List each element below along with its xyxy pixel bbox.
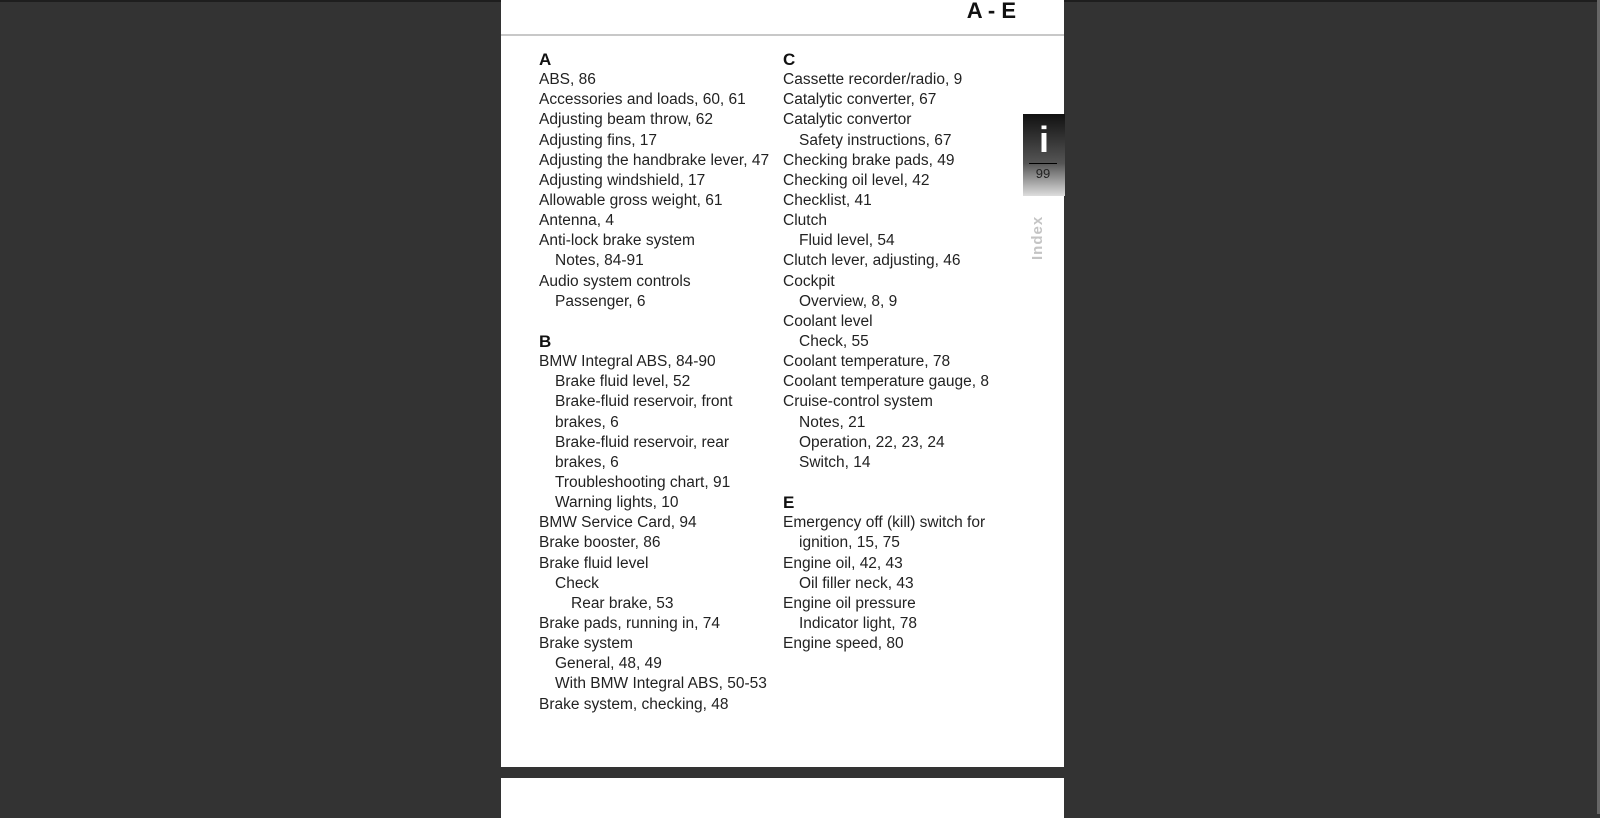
index-entry: Brake-fluid reservoir, front (555, 393, 733, 411)
index-entry: Adjusting fins, 17 (539, 131, 658, 149)
index-entry: Catalytic converter, 67 (783, 91, 937, 109)
index-entry: BMW Integral ABS, 84-90 (539, 353, 716, 371)
index-entry: Coolant temperature, 78 (783, 353, 951, 371)
index-entry: General, 48, 49 (555, 655, 662, 673)
index-entry: Accessories and loads, 60, 61 (539, 91, 746, 109)
index-entry: Check, 55 (799, 332, 869, 350)
index-entry: Operation, 22, 23, 24 (799, 433, 945, 451)
index-entry: Fluid level, 54 (799, 232, 895, 250)
index-entry: Brake fluid level, 52 (555, 373, 691, 391)
index-letter-heading: C (783, 50, 796, 69)
index-entry: Oil filler neck, 43 (799, 574, 914, 592)
index-entry: BMW Service Card, 94 (539, 514, 697, 532)
index-letter-heading: B (539, 331, 552, 351)
info-icon: i (1038, 119, 1049, 160)
index-entry: Notes, 84-91 (555, 252, 644, 270)
index-entry: Engine speed, 80 (783, 635, 904, 653)
index-entry: Coolant temperature gauge, 8 (783, 373, 989, 391)
index-entry: Brake booster, 86 (539, 534, 661, 552)
spacer (539, 312, 769, 332)
index-entry: Allowable gross weight, 61 (539, 191, 723, 209)
index-entry: Catalytic convertor (783, 111, 912, 129)
index-entry: Emergency off (kill) switch for (783, 514, 986, 532)
index-entry: Checklist, 41 (783, 191, 872, 209)
index-entry: Engine oil, 42, 43 (783, 554, 903, 572)
index-entry: Cruise-control system (783, 393, 933, 411)
index-entry: Warning lights, 10 (555, 494, 679, 512)
index-entry: Troubleshooting chart, 91 (555, 473, 731, 491)
index-entry: Check (555, 574, 599, 592)
header-divider (501, 34, 1064, 36)
index-tab (1023, 114, 1065, 196)
index-entry: Brake pads, running in, 74 (539, 614, 720, 632)
page-header-range: A - E (966, 0, 1016, 23)
index-entry: Switch, 14 (799, 453, 871, 471)
tab-divider (1029, 163, 1057, 164)
index-entry: Safety instructions, 67 (799, 131, 952, 149)
index-entry: Brake fluid level (539, 554, 649, 572)
index-column-right (783, 50, 989, 654)
index-entry: Brake system (539, 635, 633, 653)
index-entry: Clutch lever, adjusting, 46 (783, 252, 961, 270)
index-entry: Cockpit (783, 272, 835, 290)
index-entry: Checking oil level, 42 (783, 171, 930, 189)
index-entry: Adjusting windshield, 17 (539, 171, 706, 189)
index-entry: Anti-lock brake system (539, 232, 695, 250)
index-entry: Notes, 21 (799, 413, 866, 431)
index-entry: Cassette recorder/radio, 9 (783, 71, 963, 89)
index-letter-heading: E (783, 493, 795, 513)
index-entry: Overview, 8, 9 (799, 292, 898, 310)
index-entry: Clutch (783, 212, 827, 230)
index-entry: Adjusting the handbrake lever, 47 (539, 151, 770, 169)
index-entry: Brake-fluid reservoir, rear (555, 433, 730, 451)
index-entry: Checking brake pads, 49 (783, 151, 955, 169)
spacer (783, 473, 989, 493)
pdf-page (501, 0, 1064, 767)
index-entry: brakes, 6 (555, 453, 619, 471)
index-entry: Brake system, checking, 48 (539, 695, 729, 713)
index-entry: Engine oil pressure (783, 594, 916, 612)
index-entry: Rear brake, 53 (571, 594, 674, 612)
index-entry: ABS, 86 (539, 71, 596, 89)
index-entry: brakes, 6 (555, 413, 619, 431)
index-letter-heading: A (539, 50, 552, 69)
next-pdf-page (501, 778, 1064, 818)
page-number: 99 (1035, 166, 1051, 181)
index-entry: Coolant level (783, 312, 873, 330)
index-entry: Indicator light, 78 (799, 614, 918, 632)
index-entry: Adjusting beam throw, 62 (539, 111, 714, 129)
index-entry: Passenger, 6 (555, 292, 646, 310)
index-column-left (539, 50, 769, 715)
section-label: Index (1029, 215, 1046, 260)
index-entry: Audio system controls (539, 272, 691, 290)
index-entry: ignition, 15, 75 (799, 534, 900, 552)
index-entry: Antenna, 4 (539, 212, 614, 230)
index-entry: With BMW Integral ABS, 50-53 (555, 675, 767, 693)
